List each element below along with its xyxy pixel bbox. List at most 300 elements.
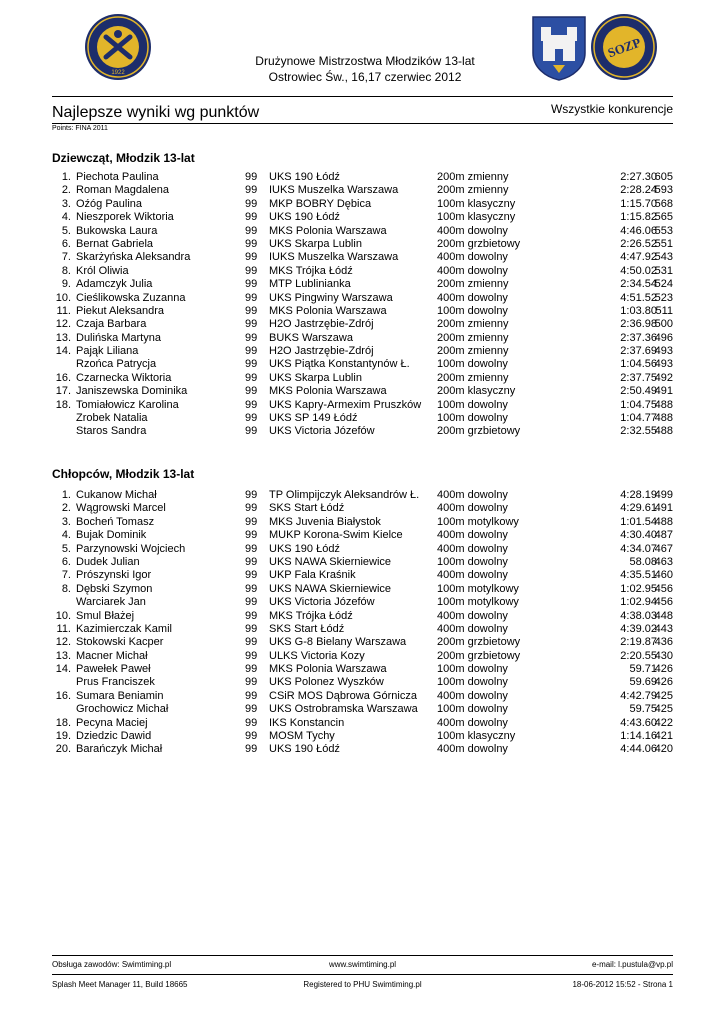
footer-divider-bottom	[52, 974, 673, 975]
club: IUKS Muszelka Warszawa	[269, 251, 399, 264]
club: MKS Trójka Łódź	[269, 609, 353, 622]
event: 400m dowolny	[437, 264, 508, 277]
club: MKS Polonia Warszawa	[269, 304, 387, 317]
club: UKS Ostrobramska Warszawa	[269, 703, 418, 716]
place: 1.	[61, 489, 71, 501]
result-time: 4:39.02	[620, 622, 657, 635]
swimmer-name: Roman Magdalena	[76, 184, 169, 197]
fina-points: 500	[654, 318, 673, 331]
club: MKS Polonia Warszawa	[269, 385, 387, 398]
fina-points: 422	[654, 716, 673, 729]
result-time: 2:20.55	[620, 649, 657, 662]
event: 400m dowolny	[437, 716, 508, 729]
event: 400m dowolny	[437, 529, 508, 542]
event: 100m klasyczny	[437, 211, 516, 224]
result-time: 1:02.95	[620, 582, 657, 595]
result-row	[52, 211, 673, 224]
footer-website[interactable]: www.swimtiming.pl	[328, 960, 397, 969]
fina-points: 488	[654, 425, 673, 438]
place: 2.	[61, 502, 71, 515]
birth-year: 99	[245, 596, 258, 609]
club: MKS Polonia Warszawa	[269, 663, 387, 676]
place: 7.	[61, 569, 71, 582]
birth-year: 99	[245, 412, 258, 425]
sozp-logo	[590, 13, 658, 81]
club: UKS Victoria Józefów	[269, 596, 375, 609]
club: UKS 190 Łódź	[269, 211, 340, 224]
swimmer-name: Prószynski Igor	[76, 569, 152, 582]
swimmer-name: Dulińska Martyna	[76, 331, 161, 344]
result-row	[52, 489, 673, 502]
club: H2O Jastrzębie-Zdrój	[269, 345, 374, 358]
section-title-girls: Dziewcząt, Młodzik 13-lat	[52, 151, 195, 165]
place: 3.	[61, 515, 71, 528]
fina-points: 531	[654, 264, 673, 277]
fina-points: 492	[654, 371, 673, 384]
result-row	[52, 502, 673, 515]
event: 200m zmienny	[437, 371, 509, 384]
result-time: 4:38.03	[620, 609, 657, 622]
result-row	[52, 425, 673, 438]
fina-points: 425	[654, 689, 673, 702]
event: 100m motylkowy	[437, 582, 519, 595]
fina-points: 491	[654, 502, 673, 515]
place: 8.	[61, 264, 71, 277]
place: 18.	[55, 716, 71, 729]
swimmer-name: Bernat Gabriela	[76, 237, 154, 250]
swimmer-name: Stokowski Kacper	[76, 636, 164, 649]
result-time: 4:43.60	[620, 716, 657, 729]
section-title-boys: Chłopców, Młodzik 13-lat	[52, 467, 195, 481]
swimmer-name: Wągrowski Marcel	[76, 502, 166, 515]
club: UKS Kapry-Armexim Pruszków	[269, 398, 422, 411]
birth-year: 99	[245, 555, 258, 568]
fina-points: 448	[654, 609, 673, 622]
birth-year: 99	[245, 197, 258, 210]
points-note: Points: FINA 2011	[52, 125, 108, 132]
birth-year: 99	[245, 398, 258, 411]
result-time: 4:51.52	[620, 291, 657, 304]
fina-points: 553	[654, 224, 673, 237]
meet-title-line2: Ostrowiec Św., 16,17 czerwiec 2012	[268, 70, 462, 84]
club: MKS Polonia Warszawa	[269, 224, 387, 237]
result-time: 1:03.80	[620, 304, 657, 317]
fina-points: 426	[654, 676, 673, 689]
fina-points: 605	[654, 171, 673, 183]
result-time: 2:37.36	[620, 331, 657, 344]
place: 3.	[61, 197, 71, 210]
results-table-boys	[52, 489, 673, 757]
birth-year: 99	[245, 237, 258, 250]
result-time: 1:15.82	[620, 211, 657, 224]
swimmer-name: Warciarek Jan	[76, 596, 146, 609]
place: 20.	[55, 743, 71, 756]
result-row	[52, 690, 673, 703]
swimmer-name: Sumara Beniamin	[76, 689, 164, 702]
fina-points: 543	[654, 251, 673, 264]
place: 14.	[55, 663, 71, 676]
club: IKS Konstancin	[269, 716, 345, 729]
header-divider	[52, 96, 673, 97]
swimmer-name: Bocheń Tomasz	[76, 515, 155, 528]
club: MKS Juvenia Białystok	[269, 515, 381, 528]
birth-year: 99	[245, 689, 258, 702]
ostrowiec-coat-of-arms-logo	[531, 15, 587, 81]
result-row	[52, 543, 673, 556]
birth-year: 99	[245, 542, 258, 555]
fina-points: 565	[654, 211, 673, 224]
fina-points: 443	[654, 622, 673, 635]
birth-year: 99	[245, 371, 258, 384]
birth-year: 99	[245, 663, 258, 676]
swimmer-name: Staros Sandra	[76, 425, 147, 438]
birth-year: 99	[245, 569, 258, 582]
place: 14.	[55, 345, 71, 358]
club: MKP BOBRY Dębica	[269, 197, 372, 210]
page-title: Najlepsze wyniki wg punktów	[52, 104, 260, 121]
fina-points: 499	[654, 489, 673, 501]
birth-year: 99	[245, 251, 258, 264]
result-row	[52, 292, 673, 305]
event: 100m dowolny	[437, 304, 508, 317]
swimmer-name: Parzynowski Wojciech	[76, 542, 186, 555]
fina-points: 493	[654, 345, 673, 358]
event: 200m zmienny	[437, 171, 509, 183]
birth-year: 99	[245, 730, 258, 743]
fina-points: 421	[654, 730, 673, 743]
result-time: 2:37.75	[620, 371, 657, 384]
footer-email[interactable]: e-mail: l.pustula@vp.pl	[591, 960, 673, 969]
result-row	[52, 198, 673, 211]
result-time: 4:34.07	[620, 542, 657, 555]
club: CSiR MOS Dąbrowa Górnicza	[269, 689, 417, 702]
swimmer-name: Barańczyk Michał	[76, 743, 163, 756]
place: 5.	[61, 224, 71, 237]
swimmer-name: Piekut Aleksandra	[76, 304, 165, 317]
result-row	[52, 650, 673, 663]
event: 400m dowolny	[437, 569, 508, 582]
swimmer-name: Adamczyk Julia	[76, 278, 153, 291]
swimmer-name: Grochowicz Michał	[76, 703, 169, 716]
swimmer-name: Oźóg Paulina	[76, 197, 143, 210]
result-row	[52, 556, 673, 569]
event: 100m klasyczny	[437, 197, 516, 210]
place: 10.	[55, 609, 71, 622]
club: UKS 190 Łódź	[269, 171, 340, 183]
event: 400m dowolny	[437, 291, 508, 304]
swimmer-name: Zrobek Natalia	[76, 412, 148, 425]
event: 200m zmienny	[437, 184, 509, 197]
title-divider	[52, 123, 673, 124]
result-time: 59.75	[629, 703, 657, 716]
club: IUKS Muszelka Warszawa	[269, 184, 399, 197]
footer-software: Splash Meet Manager 11, Build 18665	[52, 980, 188, 989]
result-row	[52, 265, 673, 278]
club: UKS Piątka Konstantynów Ł.	[269, 358, 410, 371]
result-row	[52, 596, 673, 609]
result-row	[52, 318, 673, 331]
place: 13.	[55, 331, 71, 344]
result-time: 4:46.06	[620, 224, 657, 237]
footer-service: Obsługa zawodów: Swimtiming.pl	[52, 960, 172, 969]
birth-year: 99	[245, 264, 258, 277]
swimmer-name: Pawełek Paweł	[76, 663, 151, 676]
swimmer-name: Dziedzic Dawid	[76, 730, 152, 743]
swimmer-name: Dudek Julian	[76, 555, 140, 568]
fina-points: 491	[654, 385, 673, 398]
swimmer-name: Macner Michał	[76, 649, 148, 662]
club: ULKS Victoria Kozy	[269, 649, 365, 662]
swimmer-name: Prus Franciszek	[76, 676, 155, 689]
place: 18.	[55, 398, 71, 411]
event: 400m dowolny	[437, 251, 508, 264]
fina-points: 523	[654, 291, 673, 304]
place: 11.	[56, 622, 71, 635]
place: 4.	[61, 211, 71, 224]
place: 10.	[55, 291, 71, 304]
event: 200m grzbietowy	[437, 636, 521, 649]
result-row	[52, 345, 673, 358]
swimmer-name: Cieślikowska Zuzanna	[76, 291, 186, 304]
result-row	[52, 623, 673, 636]
place: 13.	[55, 649, 71, 662]
result-time: 1:15.70	[620, 197, 657, 210]
club: UKS Skarpa Lublin	[269, 237, 362, 250]
event: 100m motylkowy	[437, 515, 519, 528]
place: 16.	[55, 371, 71, 384]
fina-points: 524	[654, 278, 673, 291]
result-row	[52, 399, 673, 412]
swimmer-name: Bujak Dominik	[76, 529, 147, 542]
svg-text:1922: 1922	[111, 70, 125, 76]
swimmer-name: Pająk Liliana	[76, 345, 139, 358]
fina-points: 496	[654, 331, 673, 344]
birth-year: 99	[245, 224, 258, 237]
place: 2.	[61, 184, 71, 197]
birth-year: 99	[245, 358, 258, 371]
result-row	[52, 529, 673, 542]
result-row	[52, 278, 673, 291]
result-time: 2:27.30	[620, 171, 657, 183]
fina-points: 487	[654, 529, 673, 542]
club: MUKP Korona-Swim Kielce	[269, 529, 403, 542]
birth-year: 99	[245, 278, 258, 291]
result-row	[52, 583, 673, 596]
result-time: 58.08	[629, 555, 657, 568]
result-time: 2:28.24	[620, 184, 657, 197]
result-time: 4:47.92	[620, 251, 657, 264]
result-row	[52, 730, 673, 743]
swimmer-name: Dębski Szymon	[76, 582, 153, 595]
result-time: 4:29.61	[620, 502, 657, 515]
polish-swimming-federation-logo	[84, 13, 152, 81]
result-row	[52, 305, 673, 318]
event: 400m dowolny	[437, 743, 508, 756]
results-table-girls	[52, 171, 673, 439]
birth-year: 99	[245, 345, 258, 358]
event: 100m dowolny	[437, 676, 508, 689]
result-row	[52, 610, 673, 623]
fina-points: 456	[654, 582, 673, 595]
result-row	[52, 238, 673, 251]
swimmer-name: Skarżyńska Aleksandra	[76, 251, 191, 264]
swimmer-name: Nieszporek Wiktoria	[76, 211, 174, 224]
club: UKP Fala Kraśnik	[269, 569, 356, 582]
swimmer-name: Bukowska Laura	[76, 224, 158, 237]
result-row	[52, 225, 673, 238]
swimmer-name: Kazimierczak Kamil	[76, 622, 172, 635]
birth-year: 99	[245, 291, 258, 304]
swimmer-name: Król Oliwia	[76, 264, 129, 277]
birth-year: 99	[245, 609, 258, 622]
fina-points: 467	[654, 542, 673, 555]
result-row	[52, 251, 673, 264]
place: 6.	[61, 555, 71, 568]
event: 200m zmienny	[437, 331, 509, 344]
club: UKS Skarpa Lublin	[269, 371, 362, 384]
place: 9.	[61, 278, 71, 291]
result-time: 2:34.54	[620, 278, 657, 291]
birth-year: 99	[245, 529, 258, 542]
birth-year: 99	[245, 171, 258, 183]
event: 100m dowolny	[437, 703, 508, 716]
result-time: 2:36.98	[620, 318, 657, 331]
place: 12.	[55, 318, 71, 331]
birth-year: 99	[245, 636, 258, 649]
birth-year: 99	[245, 716, 258, 729]
birth-year: 99	[245, 502, 258, 515]
event: 400m dowolny	[437, 489, 508, 501]
result-time: 2:37.69	[620, 345, 657, 358]
result-time: 1:04.77	[620, 412, 657, 425]
event: 100m dowolny	[437, 358, 508, 371]
event: 100m dowolny	[437, 398, 508, 411]
swimmer-name: Tomiałowicz Karolina	[76, 398, 179, 411]
footer-registered: Registered to PHU Swimtiming.pl	[303, 980, 422, 989]
result-time: 4:35.51	[620, 569, 657, 582]
place: 5.	[61, 542, 71, 555]
place: 1.	[61, 171, 71, 183]
fina-points: 460	[654, 569, 673, 582]
result-time: 4:44.06	[620, 743, 657, 756]
fina-points: 551	[654, 237, 673, 250]
birth-year: 99	[245, 211, 258, 224]
event: 400m dowolny	[437, 609, 508, 622]
club: UKS Polonez Wyszków	[269, 676, 384, 689]
birth-year: 99	[245, 385, 258, 398]
club: SKS Start Łódź	[269, 502, 345, 515]
event: 200m zmienny	[437, 345, 509, 358]
result-time: 4:42.79	[620, 689, 657, 702]
fina-points: 488	[654, 412, 673, 425]
result-row	[52, 717, 673, 730]
event: 200m klasyczny	[437, 385, 516, 398]
event: 400m dowolny	[437, 502, 508, 515]
club: SKS Start Łódź	[269, 622, 345, 635]
result-row	[52, 184, 673, 197]
result-time: 4:50.02	[620, 264, 657, 277]
result-time: 1:04.75	[620, 398, 657, 411]
club: UKS NAWA Skierniewice	[269, 582, 392, 595]
result-time: 2:26.52	[620, 237, 657, 250]
result-row	[52, 676, 673, 689]
place: 6.	[61, 237, 71, 250]
fina-points: 436	[654, 636, 673, 649]
swimmer-name: Janiszewska Dominika	[76, 385, 188, 398]
footer-printed: 18-06-2012 15:52 - Strona 1	[572, 980, 673, 989]
event: 200m zmienny	[437, 278, 509, 291]
fina-points: 493	[654, 358, 673, 371]
result-row	[52, 743, 673, 756]
birth-year: 99	[245, 184, 258, 197]
fina-points: 426	[654, 663, 673, 676]
fina-points: 425	[654, 703, 673, 716]
meet-title-line1: Drużynowe Mistrzostwa Młodzików 13-lat	[255, 54, 475, 68]
birth-year: 99	[245, 489, 258, 501]
birth-year: 99	[245, 582, 258, 595]
club: UKS Victoria Józefów	[269, 425, 375, 438]
place: 8.	[61, 582, 71, 595]
club: H2O Jastrzębie-Zdrój	[269, 318, 374, 331]
swimmer-name: Czarnecka Wiktoria	[76, 371, 172, 384]
birth-year: 99	[245, 649, 258, 662]
swimmer-name: Pecyna Maciej	[76, 716, 148, 729]
club: MTP Lublinianka	[269, 278, 351, 291]
birth-year: 99	[245, 318, 258, 331]
event: 200m grzbietowy	[437, 649, 521, 662]
birth-year: 99	[245, 304, 258, 317]
fina-points: 456	[654, 596, 673, 609]
birth-year: 99	[245, 425, 258, 438]
birth-year: 99	[245, 622, 258, 635]
result-row	[52, 412, 673, 425]
place: 12.	[55, 636, 71, 649]
place: 7.	[61, 251, 71, 264]
club: UKS NAWA Skierniewice	[269, 555, 392, 568]
club: UKS 190 Łódź	[269, 542, 340, 555]
fina-points: 488	[654, 515, 673, 528]
place: 17.	[55, 385, 71, 398]
birth-year: 99	[245, 703, 258, 716]
club: MOSM Tychy	[269, 730, 335, 743]
fina-points: 568	[654, 197, 673, 210]
birth-year: 99	[245, 515, 258, 528]
result-time: 2:32.55	[620, 425, 657, 438]
fina-points: 420	[654, 743, 673, 756]
event: 400m dowolny	[437, 689, 508, 702]
result-time: 4:30.40	[620, 529, 657, 542]
event: 100m dowolny	[437, 555, 508, 568]
result-row	[52, 385, 673, 398]
swimmer-name: Czaja Barbara	[76, 318, 147, 331]
club: UKS 190 Łódź	[269, 743, 340, 756]
birth-year: 99	[245, 743, 258, 756]
swimmer-name: Rzońca Patrycja	[76, 358, 157, 371]
event: 100m dowolny	[437, 412, 508, 425]
fina-points: 593	[654, 184, 673, 197]
result-row	[52, 358, 673, 371]
result-row	[52, 332, 673, 345]
place: 19.	[55, 730, 71, 743]
club: TP Olimpijczyk Aleksandrów Ł.	[269, 489, 420, 501]
club: BUKS Warszawa	[269, 331, 353, 344]
result-row	[52, 171, 673, 184]
result-row	[52, 569, 673, 582]
birth-year: 99	[245, 331, 258, 344]
fina-points: 430	[654, 649, 673, 662]
event: 400m dowolny	[437, 224, 508, 237]
event: 100m dowolny	[437, 663, 508, 676]
